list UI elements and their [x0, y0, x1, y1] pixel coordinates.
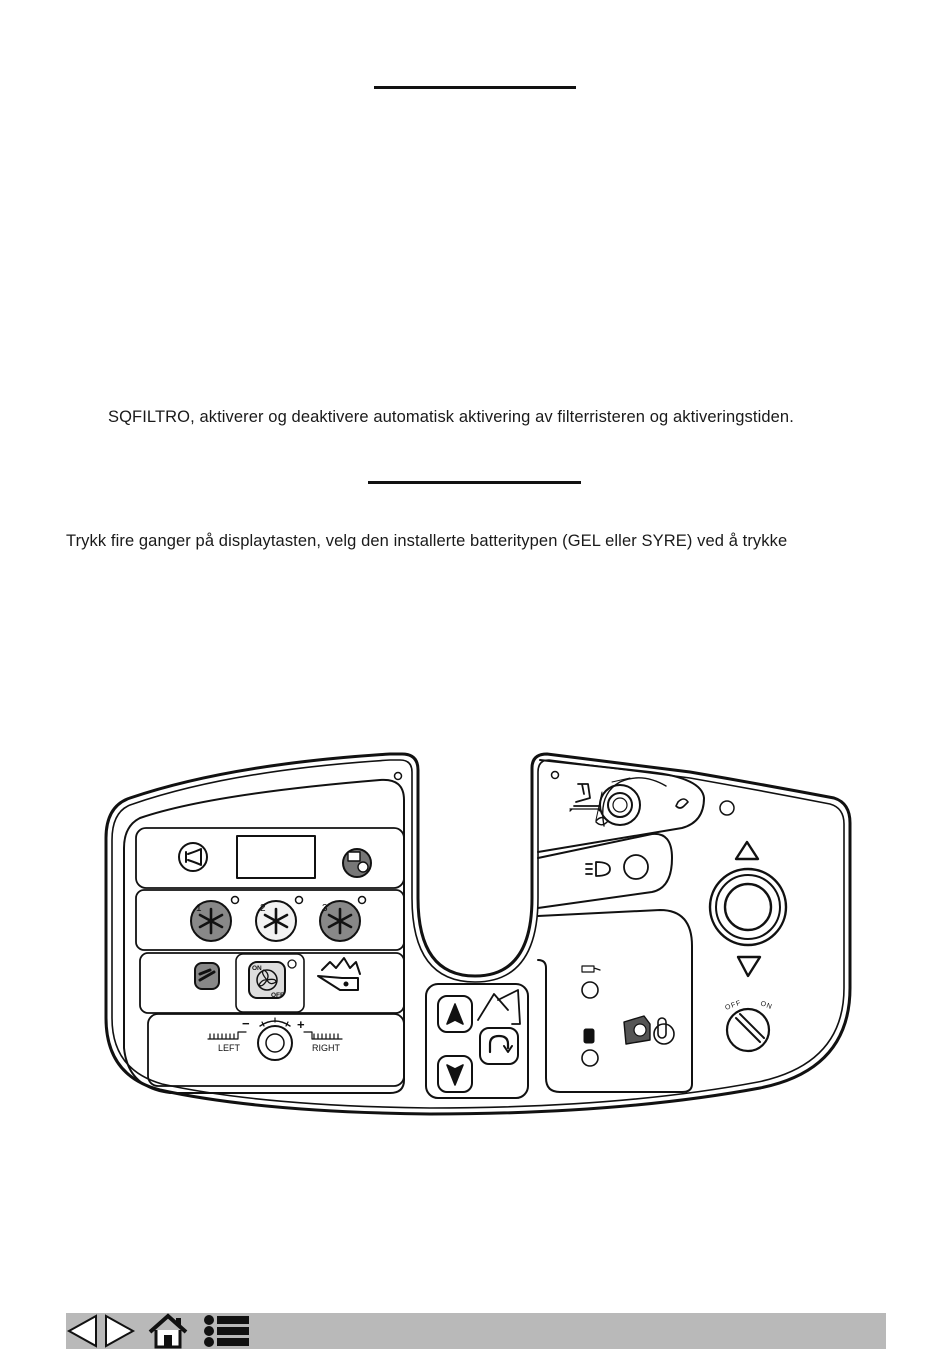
- previous-icon[interactable]: [66, 1313, 100, 1349]
- horn-icon: [186, 849, 201, 865]
- key-on-label: ON: [759, 1000, 774, 1012]
- squeegee-knob: [608, 793, 632, 817]
- water-level-icon: [582, 966, 600, 972]
- left-brush-icon: [208, 1032, 246, 1039]
- paragraph-sqfiltro: SQFILTRO, aktiverer og deaktivere automatisk aktivering av filterristeren og aktiveringstiden.: [108, 408, 794, 426]
- fuel-icon: [584, 1029, 594, 1043]
- left-label: LEFT: [218, 1043, 241, 1053]
- choke-toggle: [658, 1018, 666, 1038]
- minus-label: −: [242, 1016, 250, 1031]
- rotate-icon: [596, 818, 608, 825]
- right-label: RIGHT: [312, 1043, 340, 1053]
- brush-1-number: 1: [196, 903, 202, 914]
- lights-strip: [538, 834, 672, 908]
- drive-cluster: [426, 984, 528, 1098]
- fan-on-label: ON: [252, 965, 262, 972]
- key-off-label: OFF: [724, 999, 743, 1012]
- indicator-block: [538, 910, 692, 1092]
- navigation-bar: [66, 1313, 886, 1349]
- paragraph-battery: Trykk fire ganger på displaytasten, velg den installerte batteritypen (GEL eller SYRE) ved å trykke: [66, 532, 788, 550]
- row-brush-pressure: [148, 1014, 404, 1086]
- home-icon[interactable]: [146, 1313, 190, 1349]
- tool-icon: [676, 799, 688, 808]
- forward-arrow-icon: [447, 1004, 463, 1024]
- reverse-arrow-icon: [447, 1065, 463, 1085]
- ramp-icon: [478, 990, 520, 1024]
- right-brush-icon: [304, 1032, 342, 1039]
- heading-rule-middle: [368, 481, 581, 484]
- plus-label: +: [297, 1017, 305, 1032]
- lift-icon: [574, 784, 600, 806]
- down-arrow-icon: [738, 957, 760, 976]
- display-window: [237, 836, 315, 878]
- fan-off-label: OFF: [271, 992, 284, 999]
- brush-2-number: 2: [260, 903, 266, 914]
- light-button: [624, 855, 648, 879]
- next-icon[interactable]: [102, 1313, 136, 1349]
- heading-rule-top: [374, 86, 576, 89]
- brush-pressure-knob: [258, 1026, 292, 1060]
- brush-3-number: 3: [322, 903, 328, 914]
- up-arrow-icon: [736, 842, 758, 859]
- hopper-icon: [318, 976, 358, 990]
- headlight-icon: [586, 862, 610, 876]
- upper-right-strip: [538, 760, 704, 852]
- contents-list-icon[interactable]: [202, 1313, 252, 1349]
- control-panel-illustration: [100, 748, 860, 1120]
